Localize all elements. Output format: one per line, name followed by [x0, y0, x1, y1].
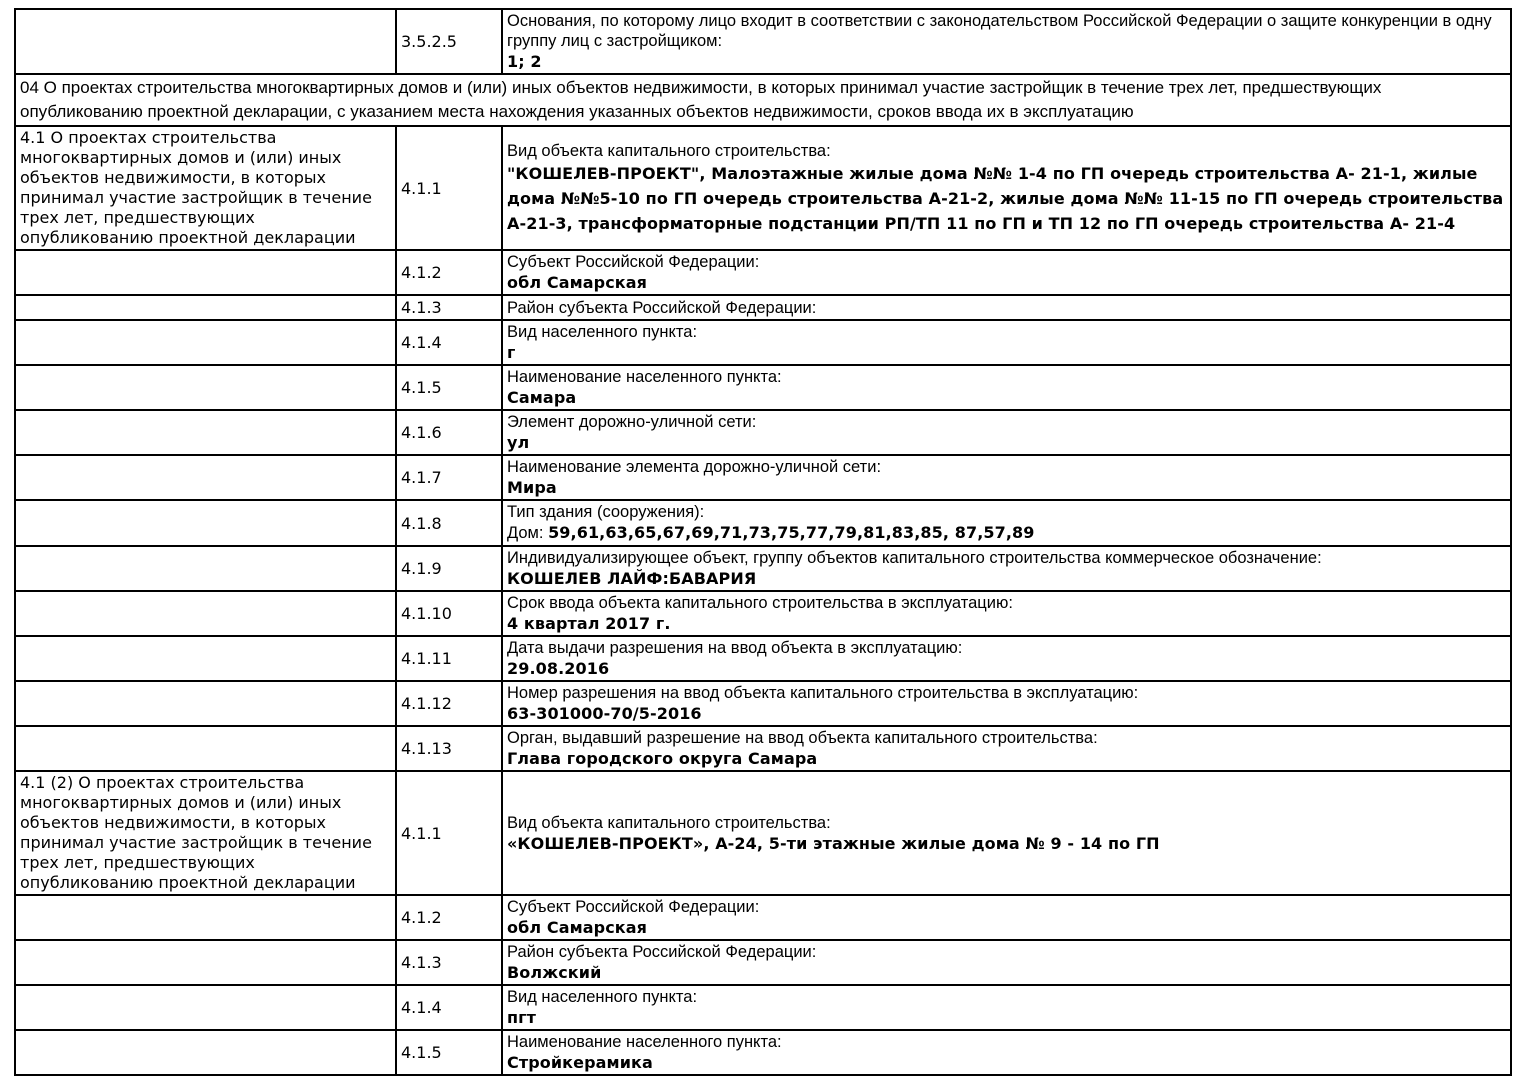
item-label: Индивидуализирующее объект, группу объектов капитального строительства коммерческое обозначение:: [507, 549, 1322, 567]
item-number: 4.1.5: [401, 378, 442, 397]
table-row: [15, 365, 1511, 410]
item-number: 4.1.12: [401, 694, 452, 713]
section-banner-cell: [15, 74, 1511, 126]
table-row: [15, 295, 1511, 320]
item-number: 4.1.6: [401, 423, 442, 442]
item-content-cell: [502, 895, 1511, 940]
empty-left-cell: [15, 500, 396, 546]
item-label: Элемент дорожно-уличной сети:: [507, 413, 757, 431]
item-label: Тип здания (сооружения):: [507, 503, 705, 521]
item-content-cell: [502, 681, 1511, 726]
table-row: [15, 500, 1511, 546]
empty-left-cell: [15, 410, 396, 455]
item-label: Вид объекта капитального строительства:: [507, 813, 831, 832]
item-number: 4.1.5: [401, 1043, 442, 1062]
item-value: ул: [507, 433, 530, 452]
item-number: 4.1.1: [401, 823, 442, 843]
empty-left-cell: [15, 250, 396, 295]
item-value: Волжский: [507, 963, 602, 982]
empty-left-cell: [15, 940, 396, 985]
item-value: г: [507, 343, 516, 362]
empty-left-cell: [15, 546, 396, 591]
empty-left-cell: [15, 1030, 396, 1075]
section-banner-row: [15, 74, 1511, 126]
item-label: Срок ввода объекта капитального строительства в эксплуатацию:: [507, 594, 1013, 612]
item-number-cell: [396, 410, 502, 455]
table-row: [15, 940, 1511, 985]
empty-left-cell: [15, 726, 396, 771]
item-value: Глава городского округа Самара: [507, 749, 818, 768]
item-number-cell: [396, 726, 502, 771]
item-content-cell: [502, 985, 1511, 1030]
item-content-cell: [502, 940, 1511, 985]
item-content-cell: [502, 320, 1511, 365]
item-content-cell: [502, 455, 1511, 500]
item-label: Основания, по которому лицо входит в соответствии с законодательством Российской Федерации о защите конкуренции в одну группу лиц с застройщиком:: [507, 12, 1492, 50]
item-number-cell: [396, 636, 502, 681]
item-number-cell: [396, 771, 502, 895]
item-number-cell: [396, 895, 502, 940]
empty-left-cell: [15, 295, 396, 320]
item-label: Район субъекта Российской Федерации:: [507, 298, 817, 317]
item-content-cell: [502, 126, 1511, 250]
table-row: [15, 1030, 1511, 1075]
item-number: 4.1.10: [401, 604, 452, 623]
table-row: [15, 126, 1511, 250]
table-row: [15, 771, 1511, 895]
item-number-cell: [396, 1030, 502, 1075]
item-label: Наименование населенного пункта:: [507, 1033, 782, 1051]
item-content-cell: [502, 1030, 1511, 1075]
item-value: 4 квартал 2017 г.: [507, 614, 671, 633]
table-row: [15, 726, 1511, 771]
item-label: Вид населенного пункта:: [507, 323, 698, 341]
project-declaration-table: [14, 8, 1512, 1076]
item-content-cell: [502, 546, 1511, 591]
item-number: 4.1.7: [401, 468, 442, 487]
item-number: 4.1.3: [401, 298, 442, 317]
item-label: Наименование элемента дорожно-уличной сети:: [507, 458, 882, 476]
item-value: "КОШЕЛЕВ-ПРОЕКТ", Малоэтажные жилые дома №№ 1-4 по ГП очередь строительства А- 21-1, жилые дома №№5-10 по ГП очередь строительства А-21-2, жилые дома №№ 11-15 по ГП очередь строительства А-21-3, трансформаторные подстанции РП/ТП 11 по ГП и ТП 12 по ГП очередь строительства А- 21-4: [507, 163, 1504, 233]
item-content-cell: [502, 771, 1511, 895]
table-row: [15, 455, 1511, 500]
item-number-cell: [396, 500, 502, 546]
section-banner: 04 О проектах строительства многоквартирных домов и (или) иных объектов недвижимости, в которых принимал участие застройщик в течение трех лет, предшествующих опубликованию проектной декларации, с указанием места нахождения указанных объектов недвижимости, сроков ввода их в эксплуатацию: [20, 78, 1382, 121]
item-value: КОШЕЛЕВ ЛАЙФ:БАВАРИЯ: [507, 569, 757, 588]
item-number: 4.1.4: [401, 998, 442, 1017]
table-row: [15, 591, 1511, 636]
item-number: 4.1.9: [401, 559, 442, 578]
item-number: 4.1.8: [401, 513, 442, 533]
item-value: 1; 2: [507, 52, 542, 71]
table-row: [15, 410, 1511, 455]
group-label-cell: [15, 771, 396, 895]
item-label: Субъект Российской Федерации:: [507, 253, 760, 271]
item-content-cell: [502, 9, 1511, 74]
item-value: Стройкерамика: [507, 1053, 653, 1072]
item-number-cell: [396, 455, 502, 500]
item-number-cell: [396, 126, 502, 250]
item-number: 3.5.2.5: [401, 32, 457, 51]
item-value: Самара: [507, 388, 577, 407]
item-value: 63-301000-70/5-2016: [507, 704, 702, 723]
item-label: Номер разрешения на ввод объекта капитального строительства в эксплуатацию:: [507, 684, 1139, 702]
item-content-cell: [502, 591, 1511, 636]
item-number: 4.1.4: [401, 333, 442, 352]
item-number: 4.1.11: [401, 649, 452, 668]
item-value-prefix: Дом:: [507, 524, 549, 542]
table-row: [15, 250, 1511, 295]
item-number-cell: [396, 250, 502, 295]
item-content-cell: [502, 726, 1511, 771]
item-number: 4.1.2: [401, 263, 442, 282]
item-number: 4.1.3: [401, 953, 442, 972]
empty-left-cell: [15, 895, 396, 940]
item-content-cell: [502, 295, 1511, 320]
item-value: обл Самарская: [507, 273, 648, 292]
item-content-cell: [502, 500, 1511, 546]
table-row: [15, 636, 1511, 681]
item-content-cell: [502, 410, 1511, 455]
item-content-cell: [502, 250, 1511, 295]
empty-left-cell: [15, 985, 396, 1030]
item-value: пгт: [507, 1008, 536, 1027]
item-label: Вид объекта капитального строительства:: [507, 141, 831, 160]
item-value: 29.08.2016: [507, 659, 610, 678]
table-row: [15, 895, 1511, 940]
empty-left-cell: [15, 636, 396, 681]
item-value-text: 59,61,63,65,67,69,71,73,75,77,79,81,83,85, 87,57,89: [548, 523, 1035, 542]
table-row: [15, 9, 1511, 74]
empty-left-cell: [15, 455, 396, 500]
empty-left-cell: [15, 320, 396, 365]
item-number: 4.1.2: [401, 908, 442, 927]
item-number-cell: [396, 985, 502, 1030]
item-number-cell: [396, 9, 502, 74]
item-value: «КОШЕЛЕВ-ПРОЕКТ», А-24, 5-ти этажные жилые дома № 9 - 14 по ГП: [507, 833, 1160, 853]
item-value: [507, 522, 1506, 544]
item-label: Субъект Российской Федерации:: [507, 898, 760, 916]
table-row: [15, 681, 1511, 726]
item-value: обл Самарская: [507, 918, 648, 937]
item-number-cell: [396, 940, 502, 985]
empty-left-cell: [15, 9, 396, 74]
item-number-cell: [396, 365, 502, 410]
item-label: Дата выдачи разрешения на ввод объекта в эксплуатацию:: [507, 639, 963, 657]
item-label: Наименование населенного пункта:: [507, 368, 782, 386]
empty-left-cell: [15, 681, 396, 726]
item-content-cell: [502, 636, 1511, 681]
item-label: Вид населенного пункта:: [507, 988, 698, 1006]
item-number-cell: [396, 681, 502, 726]
empty-left-cell: [15, 365, 396, 410]
table-row: [15, 320, 1511, 365]
item-value: Мира: [507, 478, 557, 497]
group-label: 4.1 (2) О проектах строительства многоквартирных домов и (или) иных объектов недвижимости, в которых принимал участие застройщик в течение трех лет, предшествующих опубликованию проектной декларации: [20, 773, 372, 892]
item-number: 4.1.13: [401, 739, 452, 758]
group-label-cell: [15, 126, 396, 250]
table-row: [15, 985, 1511, 1030]
group-label: 4.1 О проектах строительства многоквартирных домов и (или) иных объектов недвижимости, в которых принимал участие застройщик в течение трех лет, предшествующих опубликованию проектной декларации: [20, 128, 372, 247]
item-number-cell: [396, 295, 502, 320]
item-content-cell: [502, 365, 1511, 410]
empty-left-cell: [15, 591, 396, 636]
item-number: 4.1.1: [401, 178, 442, 198]
item-label: Район субъекта Российской Федерации:: [507, 943, 817, 961]
table-row: [15, 546, 1511, 591]
item-number-cell: [396, 320, 502, 365]
item-label: Орган, выдавший разрешение на ввод объекта капитального строительства:: [507, 729, 1098, 747]
item-number-cell: [396, 591, 502, 636]
item-number-cell: [396, 546, 502, 591]
